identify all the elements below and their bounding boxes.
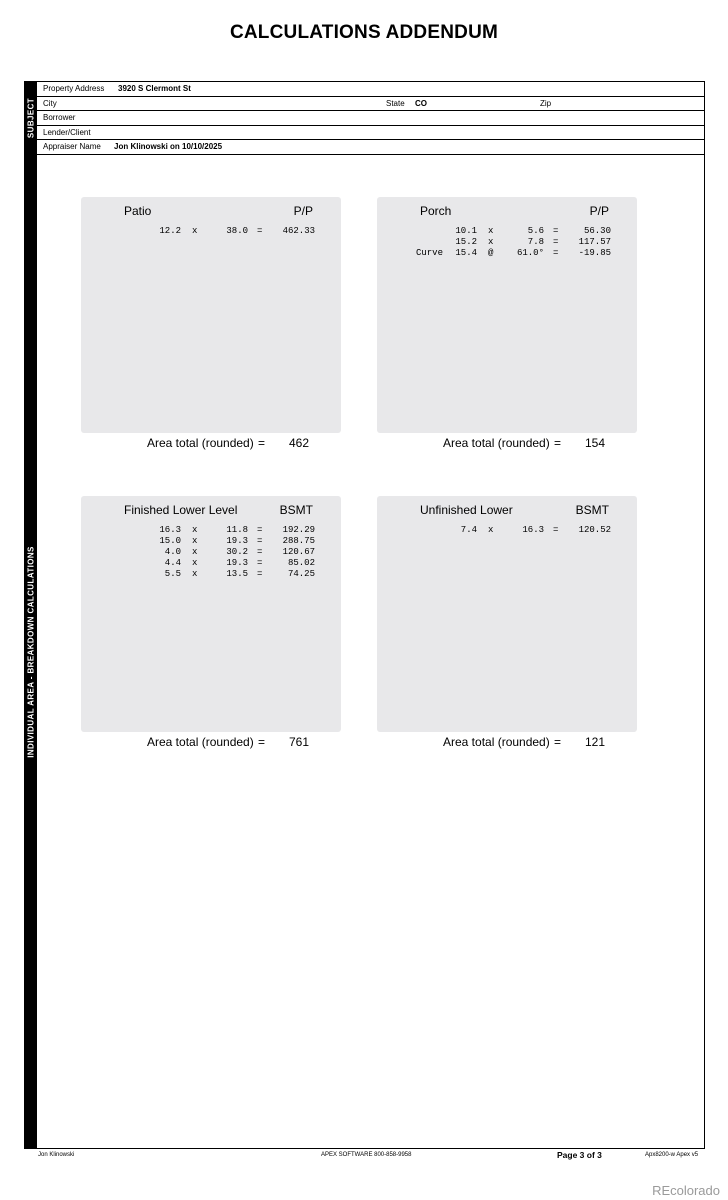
calc-line-result: -19.85 xyxy=(578,248,611,258)
page-title: CALCULATIONS ADDENDUM xyxy=(229,22,499,43)
appraiser-label: Appraiser Name xyxy=(43,142,101,151)
calc-line-operator: x xyxy=(192,226,198,236)
calc-line-dim-a: 15.4 xyxy=(455,248,477,258)
calc-lines xyxy=(81,226,341,237)
panel-area-name: Porch xyxy=(420,204,452,218)
calc-line-dim-a: 16.3 xyxy=(159,525,181,535)
calc-line xyxy=(377,525,637,536)
city-row xyxy=(37,97,705,112)
subject-sidebar-label: SUBJECT xyxy=(26,97,35,139)
calc-panel xyxy=(377,496,637,732)
calc-line xyxy=(81,536,341,547)
calc-line-result: 120.52 xyxy=(578,525,611,535)
footer-appraiser: Jon Klinowski xyxy=(38,1152,75,1158)
calc-line-equals: = xyxy=(553,226,559,236)
calc-line-dim-a: 5.5 xyxy=(164,569,181,579)
calc-lines xyxy=(377,525,637,536)
footer-form-id: Apx8200-w Apex v5 xyxy=(645,1152,699,1158)
calc-panel xyxy=(81,197,341,433)
calc-line-equals: = xyxy=(257,569,263,579)
calc-line-result: 462.33 xyxy=(282,226,315,236)
calc-line-equals: = xyxy=(553,525,559,535)
calc-line-result: 117.57 xyxy=(578,237,611,247)
area-total-row xyxy=(147,436,317,452)
calc-line-dim-a: 15.0 xyxy=(159,536,181,546)
calc-line-result: 288.75 xyxy=(282,536,315,546)
calc-line-operator: x xyxy=(192,525,198,535)
area-total-value: 462 xyxy=(289,436,310,450)
calc-line xyxy=(81,569,341,580)
area-total-equals: = xyxy=(554,735,562,749)
calc-line-label: Curve xyxy=(415,248,443,258)
calc-line-equals: = xyxy=(553,248,559,258)
calc-line-result: 74.25 xyxy=(287,569,315,579)
calc-sidebar-label: INDIVIDUAL AREA - BREAKDOWN CALCULATIONS xyxy=(26,546,35,758)
calc-line-dim-b: 11.8 xyxy=(226,525,248,535)
calc-panel xyxy=(377,197,637,433)
calc-line-dim-b: 7.8 xyxy=(527,237,544,247)
calc-line-operator: x xyxy=(488,237,494,247)
calc-line-operator: x xyxy=(488,525,494,535)
calc-line-dim-a: 4.0 xyxy=(164,547,181,557)
subject-sidebar xyxy=(24,81,37,155)
calc-line-result: 120.67 xyxy=(282,547,315,557)
calc-line-equals: = xyxy=(257,547,263,557)
calc-line-operator: x xyxy=(488,226,494,236)
page-number: Page 3 of 3 xyxy=(557,1150,602,1160)
watermark-logo: REcolorado xyxy=(652,1183,720,1198)
calc-line-operator: x xyxy=(192,536,198,546)
area-total-value: 154 xyxy=(585,436,606,450)
calc-line-dim-b: 38.0 xyxy=(226,226,248,236)
calc-line-operator: x xyxy=(192,558,198,568)
calc-line-dim-a: 7.4 xyxy=(460,525,477,535)
calc-lines xyxy=(81,525,341,580)
area-total-row xyxy=(147,735,317,751)
appraiser-row xyxy=(37,140,705,155)
calc-line-dim-b: 30.2 xyxy=(226,547,248,557)
zip-label: Zip xyxy=(540,98,552,108)
calc-line-result: 85.02 xyxy=(287,558,315,568)
calc-line-result: 192.29 xyxy=(282,525,315,535)
state-label: State xyxy=(386,98,405,108)
footer-software: APEX SOFTWARE 800-858-9958 xyxy=(321,1152,412,1158)
calc-line xyxy=(377,226,637,237)
calc-line-operator: x xyxy=(192,547,198,557)
panel-area-code: P/P xyxy=(589,204,609,218)
calc-line xyxy=(377,248,637,259)
calc-line-dim-a: 4.4 xyxy=(164,558,181,568)
calc-line-dim-b: 13.5 xyxy=(226,569,248,579)
area-total-equals: = xyxy=(258,436,266,450)
property-address-label: Property Address xyxy=(43,84,105,93)
panel-area-code: BSMT xyxy=(279,503,313,517)
calc-line xyxy=(81,558,341,569)
property-address-row xyxy=(37,82,705,97)
area-total-row xyxy=(443,735,613,751)
panel-area-name: Finished Lower Level xyxy=(124,503,238,517)
calc-line-dim-b: 16.3 xyxy=(522,525,544,535)
calc-line-equals: = xyxy=(257,558,263,568)
calc-line-equals: = xyxy=(257,536,263,546)
calc-line xyxy=(81,226,341,237)
area-total-label: Area total (rounded) xyxy=(443,735,550,749)
panel-area-name: Patio xyxy=(124,204,152,218)
lender-label: Lender/Client xyxy=(43,127,91,137)
panel-area-code: BSMT xyxy=(575,503,609,517)
area-total-equals: = xyxy=(258,735,266,749)
lender-row xyxy=(37,126,705,141)
property-address-value: 3920 S Clermont St xyxy=(118,84,191,93)
appraiser-value: Jon Klinowski on 10/10/2025 xyxy=(114,142,223,151)
borrower-label: Borrower xyxy=(43,113,76,122)
city-label: City xyxy=(43,98,57,108)
calc-line-dim-b: 19.3 xyxy=(226,536,248,546)
area-total-value: 761 xyxy=(289,735,310,749)
calc-line-dim-b: 61.0° xyxy=(516,248,544,258)
calc-line xyxy=(81,547,341,558)
calc-line-equals: = xyxy=(257,226,263,236)
calc-line-dim-b: 19.3 xyxy=(226,558,248,568)
calc-line-dim-a: 15.2 xyxy=(455,237,477,247)
panel-area-name: Unfinished Lower xyxy=(420,503,513,517)
calc-line-result: 56.30 xyxy=(583,226,611,236)
area-total-row xyxy=(443,436,613,452)
calc-panel xyxy=(81,496,341,732)
calc-line-operator: @ xyxy=(488,248,494,258)
panel-area-code: P/P xyxy=(293,204,313,218)
calc-sidebar xyxy=(24,155,37,1149)
calc-line-equals: = xyxy=(553,237,559,247)
calc-line-dim-a: 10.1 xyxy=(455,226,477,236)
calc-line xyxy=(81,525,341,536)
state-value: CO xyxy=(415,98,427,108)
calc-lines xyxy=(377,226,637,259)
area-total-equals: = xyxy=(554,436,562,450)
calc-line xyxy=(377,237,637,248)
area-total-label: Area total (rounded) xyxy=(147,436,254,450)
area-total-label: Area total (rounded) xyxy=(147,735,254,749)
calc-line-operator: x xyxy=(192,569,198,579)
calc-line-dim-b: 5.6 xyxy=(527,226,544,236)
area-total-value: 121 xyxy=(585,735,606,749)
borrower-row xyxy=(37,111,705,126)
area-total-label: Area total (rounded) xyxy=(443,436,550,450)
calc-line-equals: = xyxy=(257,525,263,535)
calc-line-dim-a: 12.2 xyxy=(159,226,181,236)
